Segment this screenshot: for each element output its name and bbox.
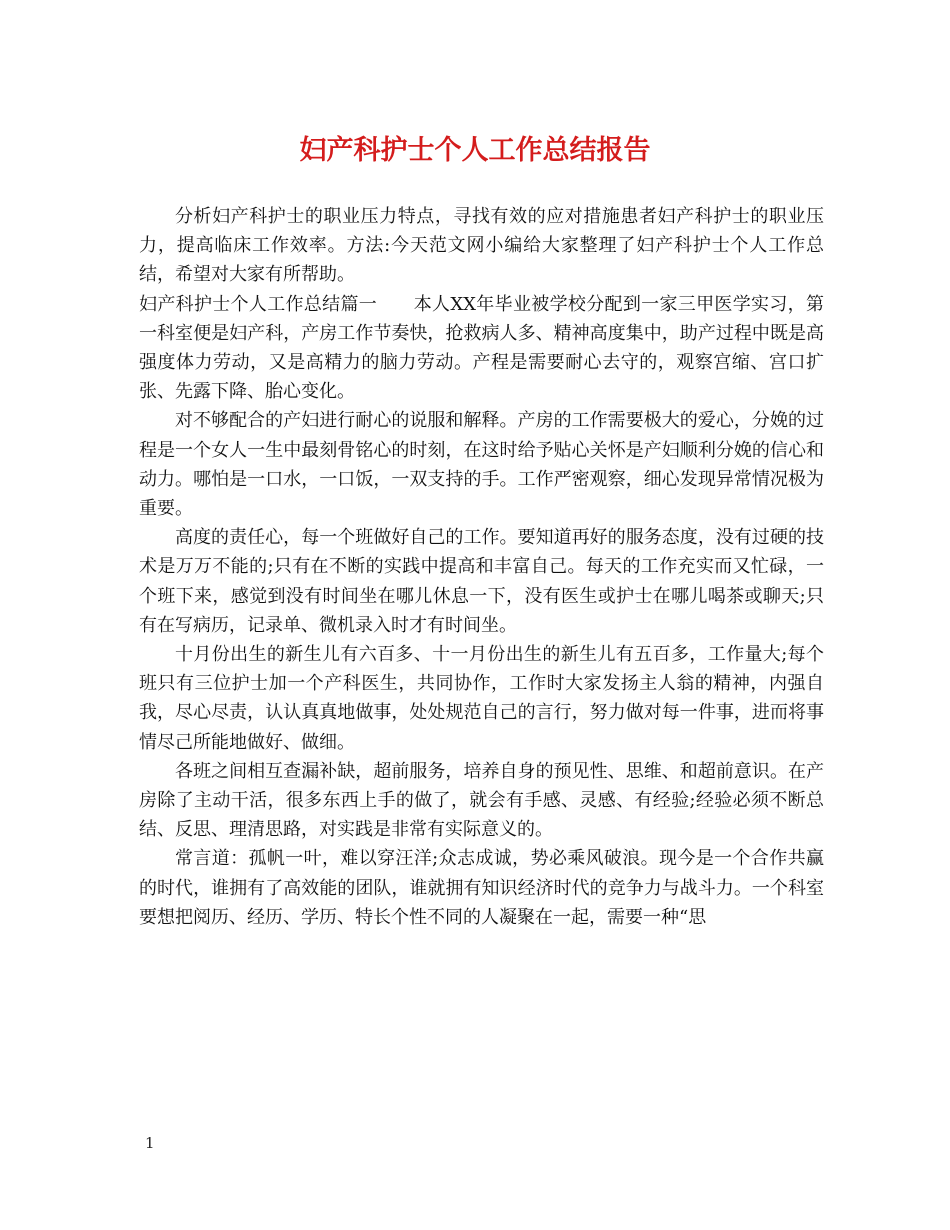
paragraph-responsibility: 高度的责任心，每一个班做好自己的工作。要知道再好的服务态度，没有过硬的技术是万万不能的;只有在不断的实践中提高和丰富自己。每天的工作充实而又忙碌，一个班下来，感觉到没有时间坐在哪儿休息一下，没有医生或护士在哪儿喝茶或聊天;只有在写病历，记录单、微机录入时才有时间坐。 (139, 527, 824, 636)
document-title: 妇产科护士个人工作总结报告 (299, 135, 651, 166)
page-number: 1 (145, 1134, 155, 1152)
paragraph-patience: 对不够配合的产妇进行耐心的说服和解释。产房的工作需要极大的爱心，分娩的过程是一个女人一生中最刻骨铭心的时刻，在这时给予贴心关怀是产妇顺利分娩的信心和动力。哪怕是一口水，一口饭，一双支持的手。工作严密观察，细心发现异常情况极为重要。 (139, 410, 824, 520)
paragraph-teamwork: 各班之间相互查漏补缺，超前服务，培养自身的预见性、思维、和超前意识。在产房除了主动干活，很多东西上手的做了，就会有手感、灵感、有经验;经验必须不断总结、反思、理清思路，对实践是非常有实际意义的。 (139, 760, 824, 841)
paragraph-intro: 分析妇产科护士的职业压力特点，寻找有效的应对措施患者妇产科护士的职业压力，提高临床工作效率。方法:今天范文网小编给大家整理了妇产科护士个人工作总结，希望对大家有所帮助。 (139, 206, 824, 286)
document-body (139, 202, 824, 932)
paragraph-workload: 十月份出生的新生儿有六百多、十一月份出生的新生儿有五百多，工作量大;每个班只有三位护士加一个产科医生，共同协作，工作时大家发扬主人翁的精神，内强自我，尽心尽责，认认真真地做事，处处规范自己的言行，努力做对每一件事，进而将事情尽己所能地做好、做细。 (139, 644, 824, 753)
paragraph-section-one: 妇产科护士个人工作总结篇一 本人XX年毕业被学校分配到一家三甲医学实习，第一科室便是妇产科，产房工作节奏快，抢救病人多、精神高度集中，助产过程中既是高强度体力劳动，又是高精力的脑力劳动。产程是需要耐心去守的，观察宫缩、宫口扩张、先露下降、胎心变化。 (139, 293, 824, 403)
paragraph-proverb: 常言道：孤帆一叶，难以穿汪洋;众志成诚，势必乘风破浪。现今是一个合作共赢的时代，谁拥有了高效能的团队，谁就拥有知识经济时代的竞争力与战斗力。一个科室要想把阅历、经历、学历、特长个性不同的人凝聚在一起，需要一种“思 (139, 848, 824, 928)
